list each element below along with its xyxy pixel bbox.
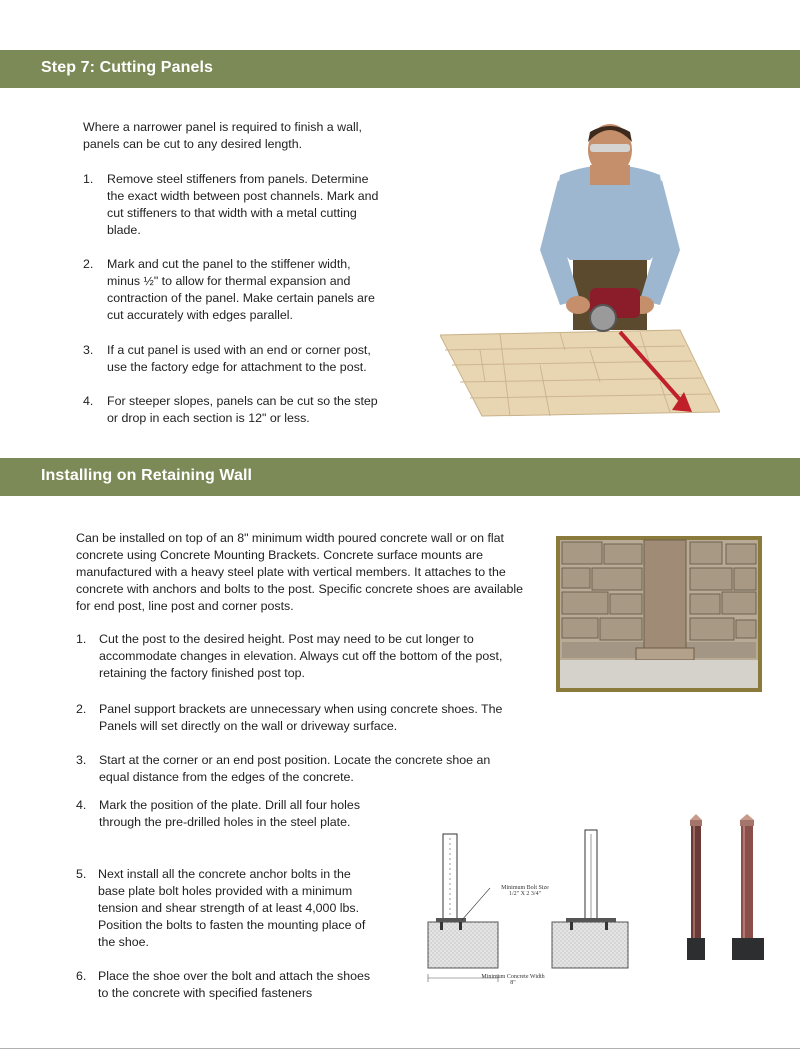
bolt-size-label: Minimum Bolt Size 1/2" X 2 3/4"	[501, 885, 549, 897]
concrete-width-label: Minimum Concrete Width 8"	[481, 974, 545, 986]
cutting-intro: Where a narrower panel is required to finish a wall, panels can be cut to any desired length.	[83, 120, 362, 151]
concrete-shoe-diagram	[420, 828, 645, 990]
section-header-cutting-panels	[0, 50, 800, 88]
bottom-rule	[0, 1048, 800, 1049]
retaining-intro: Can be installed on top of an 8" minimum width poured concrete wall or on flat concrete using Concrete Mounting Brackets. Concrete surface mounts are manufactured with a heavy steel plate with vertical members. It attaches to the concrete with anchors and bolts to the post. Specific concrete shoes are available for end post, line post and corner posts.	[76, 531, 524, 613]
section-title: Installing on Retaining Wall	[41, 467, 253, 484]
stone-wall-photo	[556, 536, 762, 692]
section-title: Step 7: Cutting Panels	[41, 59, 213, 76]
panel-cutting-illustration	[440, 120, 720, 420]
section-header-retaining-wall	[0, 458, 800, 496]
post-shoes-illustration	[680, 812, 770, 964]
